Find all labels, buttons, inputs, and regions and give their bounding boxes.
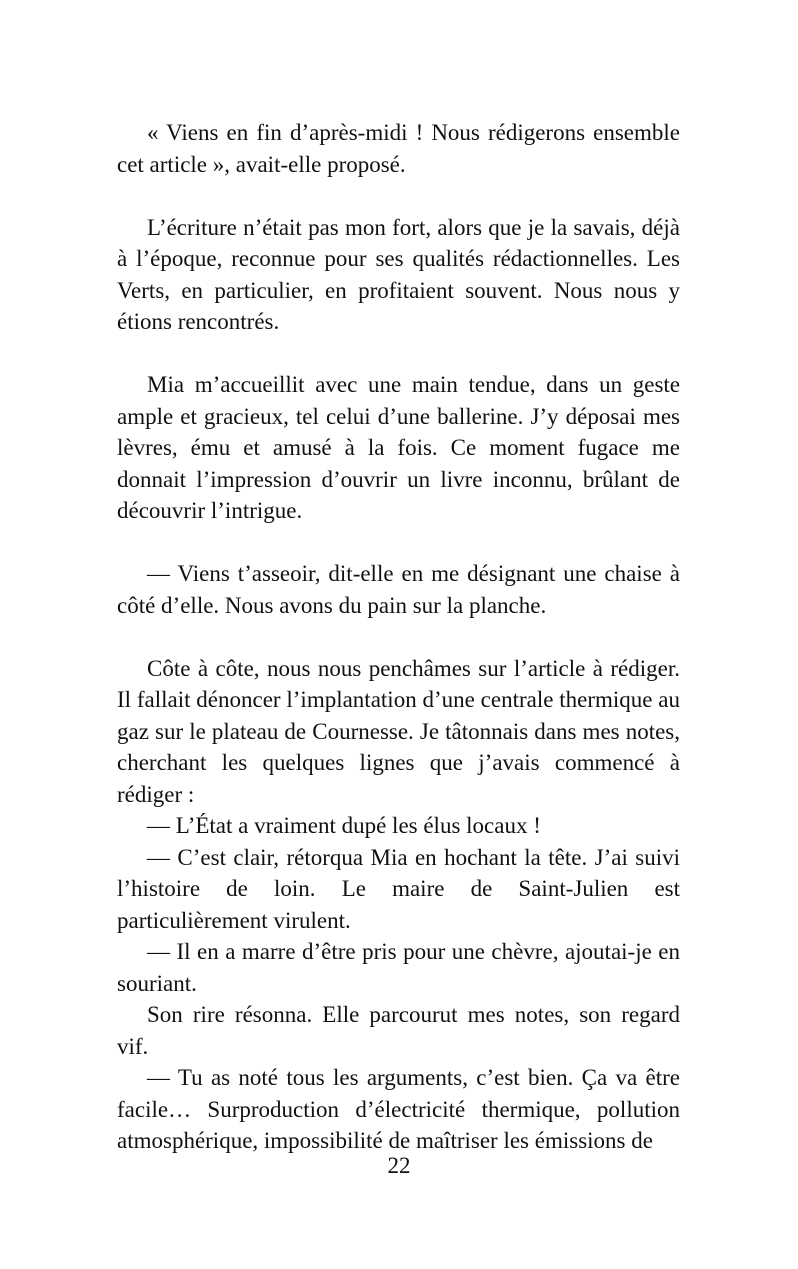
dialogue-goat: — Il en a marre d’être pris pour une chèvre, ajoutai-je en souriant. bbox=[117, 939, 680, 996]
paragraph-welcome: Mia m’accueillit avec une main tendue, dans un geste ample et gracieux, tel celui d’une ballerine. J’y déposai mes lèvres, ému et amusé à la fois. Ce moment fugace me donnait l’impression d’ouvrir un livre inconnu, brûlant de découvrir l’intrigue. bbox=[117, 372, 680, 523]
dialogue-sit-down: — Viens t’asseoir, dit-elle en me désignant une chaise à côté d’elle. Nous avons du pain sur la planche. bbox=[117, 561, 680, 618]
page-number: 22 bbox=[387, 1153, 411, 1178]
paragraph-article: Côte à côte, nous nous penchâmes sur l’article à rédiger. Il fallait dénoncer l’implantation d’une centrale thermique au gaz sur le plateau de Cournesse. Je tâtonnais dans mes notes, cherchant les quelques lignes que j’avais commencé à rédiger : bbox=[117, 655, 680, 807]
paragraph-laugh: Son rire résonna. Elle parcourut mes notes, son regard vif. bbox=[117, 1002, 680, 1059]
dialogue-state: — L’État a vraiment dupé les élus locaux ! bbox=[147, 813, 541, 838]
dialogue-arguments: — Tu as noté tous les arguments, c’est bien. Ça va être facile… Surproduction d’électricité thermique, pollution atmosphérique, impossibilité de maîtriser les émissions de bbox=[117, 1065, 680, 1153]
paragraph-writing: L’écriture n’était pas mon fort, alors que je la savais, déjà à l’époque, reconnue pour ses qualités rédactionnelles. Les Verts, en particulier, en profitaient souvent. Nous nous y étions rencontrés. bbox=[117, 214, 680, 334]
paragraph-invitation: « Viens en fin d’après-midi ! Nous rédigerons ensemble cet article », avait-elle proposé. bbox=[117, 120, 680, 177]
book-page-text bbox=[117, 117, 680, 1157]
dialogue-mia-reply: — C’est clair, rétorqua Mia en hochant la tête. J’ai suivi l’histoire de loin. Le maire de Saint-Julien est particulièrement virulent. bbox=[117, 844, 680, 933]
